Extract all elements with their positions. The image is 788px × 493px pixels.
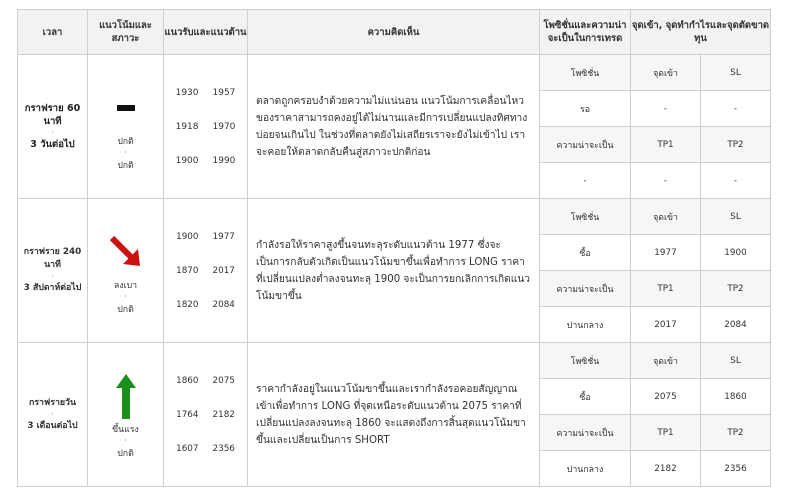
grid-label: ความน่าจะเป็น [540,415,631,451]
support-level: 1820 [176,299,199,310]
grid-label: TP1 [631,415,701,451]
timeframe-cell [18,343,88,487]
comment-cell: ตลาดถูกครอบงำด้วยความไม่แน่นอน แนวโน้มการเคลื่อนไหวของราคาสามารถคงอยู่ได้ไม่นานและมีการเปลี่ยนแปลงทิศทางบ่อยจนเกินไป ในช่วงที่ตลาดยังไม่เสถียรเราจะยังไม่เข้าไป เราจะคอยให้ตลาดกลับคืนสู่สภาวะปกติก่อน [248,55,540,199]
grid-value: 2356 [701,451,771,487]
grid-label: SL [701,343,771,379]
trend-cell [88,343,164,487]
table-row [18,343,771,379]
trend-condition: ปกติ [117,160,134,171]
support-level: 1860 [176,375,199,386]
dash-icon [116,103,136,113]
header-position: โพซิชั่นและความน่าจะเป็นในการเทรด [540,10,631,55]
levels-cell [164,199,248,343]
table-row [18,199,771,235]
resistance-level: 2084 [212,299,235,310]
grid-label: SL [701,55,771,91]
support-level: 1918 [175,121,199,132]
grid-value: 1900 [701,235,771,271]
grid-label: TP1 [631,271,701,307]
horizon-label: 3 สัปดาห์ต่อไป [23,283,82,293]
grid-label: TP2 [701,127,771,163]
grid-value: 2182 [631,451,701,487]
header-entry: จุดเข้า, จุดทำกำไรและจุดตัดขาดทุน [631,10,771,55]
header-time: เวลา [18,10,88,55]
support-level: 1764 [176,409,199,420]
table-row [18,55,771,91]
timeframe-cell [18,199,88,343]
grid-value: ปานกลาง [540,307,631,343]
resistance-level: 1970 [212,121,236,132]
resistance-level: 1990 [212,155,236,166]
grid-value: - [631,91,701,127]
trend-cell [88,55,164,199]
grid-value: - [540,163,631,199]
grid-value: 1977 [631,235,701,271]
arrow-up-icon [114,372,138,420]
header-row [18,10,771,55]
trend-strength: ขึ้นแรง [112,424,139,435]
header-trend: แนวโน้มและสภาวะ [88,10,164,55]
grid-value: 2075 [631,379,701,415]
grid-value: รอ [540,91,631,127]
grid-value: 1860 [701,379,771,415]
horizon-label: 3 วันต่อไป [30,139,75,150]
grid-value: 2084 [701,307,771,343]
separator-dot: · [51,409,54,419]
grid-value: 2017 [631,307,701,343]
timeframe-label: กราฟราย 60 นาที [24,103,81,127]
grid-value: - [701,91,771,127]
header-comment: ความคิดเห็น [248,10,540,55]
grid-label: โพซิชั่น [540,55,631,91]
grid-value: ซื้อ [540,235,631,271]
grid-label: SL [701,199,771,235]
separator-dot: · [124,291,127,301]
forecast-table [17,9,771,487]
support-level: 1930 [175,87,199,98]
support-level: 1900 [175,155,199,166]
grid-label: ความน่าจะเป็น [540,271,631,307]
levels-cell [164,343,248,487]
grid-label: โพซิชั่น [540,199,631,235]
grid-value: - [631,163,701,199]
resistance-level: 2075 [212,375,235,386]
separator-dot: · [51,128,54,137]
arrow-down-right-icon [106,232,146,272]
header-levels: แนวรับและแนวต้าน [164,10,248,55]
support-level: 1900 [176,231,199,242]
horizon-label: 3 เดือนต่อไป [27,420,78,431]
support-level: 1607 [176,443,199,454]
timeframe-cell [18,55,88,199]
resistance-level: 1977 [212,231,235,242]
comment-cell: กำลังรอให้ราคาสูงขึ้นจนทะลุระดับแนวต้าน 1977 ซึ่งจะเป็นการกลับตัวเกิดเป็นแนวโน้มขาขึ้นเพื่อทำการ LONG ราคาที่เปลี่ยนแปลงต่ำลงจนทะลุ 1900 จะเป็นการยกเลิกการเกิดแนวโน้มขาขึ้น [248,199,540,343]
grid-label: จุดเข้า [631,55,701,91]
grid-label: จุดเข้า [631,199,701,235]
resistance-level: 2017 [212,265,235,276]
separator-dot: · [124,147,127,157]
trend-condition: ปกติ [117,448,134,459]
grid-label: ความน่าจะเป็น [540,127,631,163]
grid-value: ซื้อ [540,379,631,415]
support-level: 1870 [176,265,199,276]
trend-strength: ปกติ [117,136,134,147]
grid-label: จุดเข้า [631,343,701,379]
timeframe-label: กราฟราย 240 นาที [23,247,82,270]
grid-value: ปานกลาง [540,451,631,487]
grid-label: โพซิชั่น [540,343,631,379]
resistance-level: 2356 [212,443,235,454]
grid-label: TP2 [701,415,771,451]
grid-label: TP2 [701,271,771,307]
levels-cell [164,55,248,199]
grid-label: TP1 [631,127,701,163]
trend-cell [88,199,164,343]
trend-condition: ปกติ [117,304,134,315]
separator-dot: · [51,272,54,281]
separator-dot: · [124,435,127,445]
resistance-level: 2182 [212,409,235,420]
comment-cell: ราคากำลังอยู่ในแนวโน้มขาขึ้นและเรากำลังรอคอยสัญญาณเข้าเพื่อทำการ LONG ที่จุดเหนือระดับแนวต้าน 2075 ราคาที่เปลี่ยนแปลงลงจนทะลุ 1860 จะแสดงถึงการสิ้นสุดแนวโน้มขาขึ้นและเปลี่ยนเป็นการ SHORT [248,343,540,487]
trend-strength: ลงเบา [113,280,138,291]
timeframe-label: กราฟรายวัน [29,397,76,408]
grid-value: - [701,163,771,199]
resistance-level: 1957 [212,87,236,98]
